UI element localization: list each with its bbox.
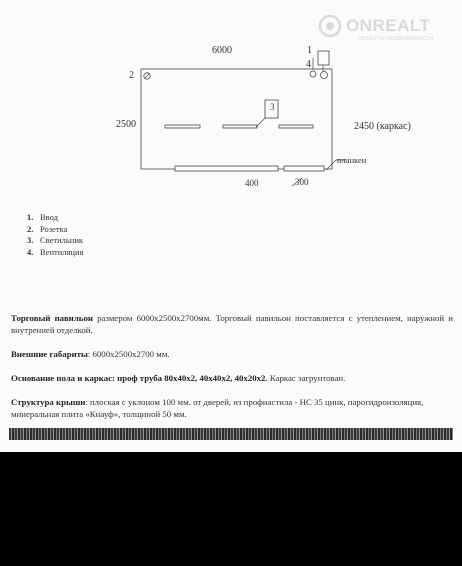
marker-1: 1	[307, 45, 312, 56]
floor-plan	[0, 0, 462, 200]
vent-symbol	[310, 71, 316, 77]
bracket-label: планкен	[337, 155, 367, 165]
door-label: 400	[245, 178, 259, 188]
marker-4: 4	[306, 59, 311, 70]
marker-3: 3	[270, 102, 275, 112]
entry-symbol	[321, 72, 328, 79]
dimensions-paragraph: Внешние габариты: 6000х2500х2700 мм.	[11, 349, 170, 359]
door-offset-label: 300	[295, 177, 309, 187]
width-label: 2500	[116, 119, 136, 130]
length-label: 6000	[212, 45, 232, 56]
watermark-brand: ONREALT	[346, 16, 431, 35]
door-opening	[284, 166, 324, 171]
legend-list	[27, 212, 83, 258]
legend-item: 2. Розетка	[27, 223, 68, 234]
light-right	[279, 125, 313, 128]
light-middle	[223, 125, 257, 128]
scan-stripe	[9, 428, 453, 440]
entry-box	[318, 51, 329, 65]
pavilion-paragraph: Торговый павильон размером 6000х2500х2700мм. Торговый павильон поставляется с утеплением, наружной и внутренней отделкой.	[11, 313, 453, 335]
legend-item: 3. Светильник	[27, 235, 84, 245]
watermark-tagline: ОБЪЕКТЫ НЕДВИЖИМОСТИ	[358, 36, 434, 42]
legend-item: 4. Вентиляция	[27, 246, 84, 257]
black-margin	[0, 452, 462, 566]
legend-item: 1. Ввод	[27, 212, 58, 222]
roof-paragraph: Структура крыши: плоская с уклоном 100 мм. от дверей, из профнастила - НС 35 цинк, парогидроизоляция, минеральная плита «Кнауф», толщиной 50 мм.	[11, 397, 424, 419]
light-left	[165, 125, 200, 128]
window-opening	[175, 166, 278, 171]
pavilion-outline	[141, 69, 332, 169]
frame-label: 2450 (каркас)	[354, 121, 411, 132]
marker-2: 2	[129, 70, 134, 81]
frame-paragraph: Основание пола и каркас: проф труба 80х40х2, 40х40х2, 40х20х2. Каркас загрунтован.	[11, 373, 346, 383]
